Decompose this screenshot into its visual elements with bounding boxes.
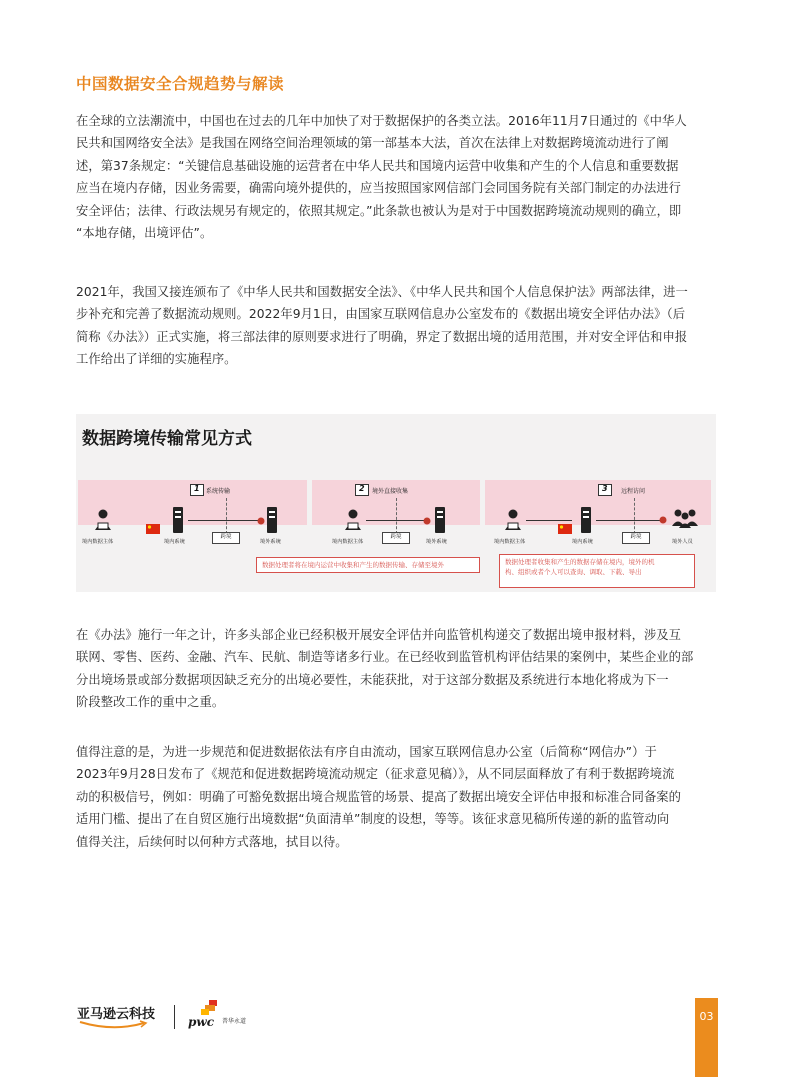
border-line: [226, 498, 227, 534]
figure-title: 数据跨境传输常见方式: [82, 429, 252, 449]
paragraph-line: 安全评估；法律、行政法规另有规定的，依照其规定。”此条款也被认为是对于中国数据跨境流动规则的确立，即: [76, 203, 682, 218]
label-domestic-subject: 境内数据主体: [82, 539, 114, 545]
label-domestic-system: 境内系统: [164, 539, 185, 545]
crossborder-tag: 跨境: [212, 532, 240, 544]
label-domestic-subject: 境内数据主体: [332, 539, 364, 545]
paragraph-line: 2023年9月28日发布了《规范和促进数据跨境流动规定（征求意见稿）》，从不同层面释放了有利于数据跨境流: [76, 767, 675, 782]
china-flag-icon: [146, 524, 160, 534]
paragraph-4: [76, 741, 724, 853]
people-group-icon: [670, 508, 700, 528]
panel-caption: 境外直接收集: [372, 488, 409, 495]
label-overseas-system: 境外系统: [426, 539, 447, 545]
paragraph-line: 简称《办法》）正式实施，将三部法律的原则要求进行了明确，界定了数据出境的适用范围，并对安全评估和申报: [76, 329, 688, 344]
server-icon: [172, 506, 184, 534]
paragraph-line: 民共和国网络安全法》是我国在网络空间治理领域的第一部基本大法，首次在法律上对数据跨境流动进行了阐: [76, 136, 669, 151]
panel-number: 3: [602, 484, 608, 493]
paragraph-line: 阶段整改工作的重中之重。: [76, 695, 225, 710]
person-icon: [504, 509, 522, 531]
paragraph-line: 适用门槛、提出了在自贸区施行出境数据“负面清单”制度的设想，等等。该征求意见稿所传递的新的监管动向: [76, 812, 670, 827]
paragraph-line: 联网、零售、医药、金融、汽车、民航、制造等诸多行业。在已经收到监管机构评估结果的案例中，某些企业的部: [76, 650, 694, 665]
transfer-arrow: [366, 520, 424, 521]
paragraph-line: 步补充和完善了数据流动规则。2022年9月1日，由国家互联网信息办公室发布的《数据出境安全评估办法》（后: [76, 307, 686, 322]
panel-caption: 系统传输: [206, 488, 231, 495]
paragraph-line: 应当在境内存储，因业务需要，确需向境外提供的，应当按照国家网信部门会同国务院有关部门制定的办法进行: [76, 181, 681, 196]
server-icon: [266, 506, 278, 534]
access-arrow: [596, 520, 662, 521]
border-line: [634, 498, 635, 534]
server-icon: [580, 506, 592, 534]
brand-logo-text: 亚马逊云科技: [77, 1007, 156, 1022]
world-icon: [658, 516, 668, 524]
paragraph-2: [76, 281, 724, 371]
footer-divider: [174, 1005, 175, 1029]
pwc-chinese-name: 普华永道: [222, 1018, 247, 1025]
paragraph-line: 2021年，我国又接连颁布了《中华人民共和国数据安全法》、《中华人民共和国个人信息保护法》两部法律，进一: [76, 285, 688, 299]
crossborder-tag: 跨境: [622, 532, 650, 544]
label-domestic-subject: 境内数据主体: [494, 539, 526, 545]
page-number: 03: [699, 1010, 714, 1023]
person-icon: [94, 509, 112, 531]
paragraph-3: [76, 624, 724, 714]
person-icon: [344, 509, 362, 531]
world-icon: [256, 517, 266, 525]
data-transfer-figure: [76, 414, 716, 592]
panel-number: 1: [194, 484, 200, 493]
pwc-logo-text: pwc: [188, 1015, 215, 1029]
paragraph-line: “本地存储，出境评估”。: [76, 226, 213, 241]
paragraph-line: 分出境场景或部分数据项因缺乏充分的出境必要性，未能获批，对于这部分数据及系统进行本地化将成为下一: [76, 672, 669, 687]
china-flag-icon: [558, 524, 572, 534]
server-icon: [434, 506, 446, 534]
page-number-tab: [695, 998, 718, 1077]
panel-caption: 远程访问: [621, 488, 646, 495]
note-box-right: [499, 554, 695, 588]
transfer-arrow: [188, 520, 260, 521]
paragraph-line: 值得注意的是，为进一步规范和促进数据依法有序自由流动，国家互联网信息办公室（后简称“网信办”）于: [76, 745, 657, 759]
smile-arrow-icon: [78, 1020, 150, 1030]
pwc-logo: [187, 998, 221, 1030]
crossborder-tag: 跨境: [382, 532, 410, 544]
world-icon: [422, 517, 432, 525]
note-line: 数据处理者收集和产生的数据存储在境内，境外的机: [505, 558, 655, 566]
collection-arrow: [526, 520, 572, 521]
page-title: 中国数据安全合规趋势与解读: [76, 75, 285, 93]
paragraph-line: 工作给出了详细的实施程序。: [76, 352, 237, 367]
paragraph-line: 在全球的立法潮流中，中国也在过去的几年中加快了对于数据保护的各类立法。2016年11月7日通过的《中华人: [76, 114, 687, 128]
note-line: 构、组织或者个人可以查询、调取、下载、导出: [505, 568, 642, 576]
paragraph-line: 动的积极信号，例如：明确了可豁免数据出境合规监管的场景、提高了数据出境安全评估申报和标准合同备案的: [76, 789, 681, 804]
label-overseas-system: 境外系统: [260, 539, 281, 545]
paragraph-line: 述，第37条规定：“关键信息基础设施的运营者在中华人民共和国境内运营中收集和产生的个人信息和重要数据: [76, 158, 679, 173]
border-line: [396, 498, 397, 534]
note-box-left: 数据处理者将在境内运营中收集和产生的数据传输、存储至境外: [256, 557, 480, 573]
label-overseas-personnel: 境外人员: [672, 539, 693, 545]
panel-number: 2: [359, 484, 365, 493]
paragraph-line: 在《办法》施行一年之计，许多头部企业已经积极开展安全评估并向监管机构递交了数据出境申报材料，涉及互: [76, 628, 681, 642]
paragraph-line: 值得关注，后续何时以何种方式落地，拭目以待。: [76, 834, 348, 849]
paragraph-1: [76, 110, 724, 244]
label-domestic-system: 境内系统: [572, 539, 593, 545]
